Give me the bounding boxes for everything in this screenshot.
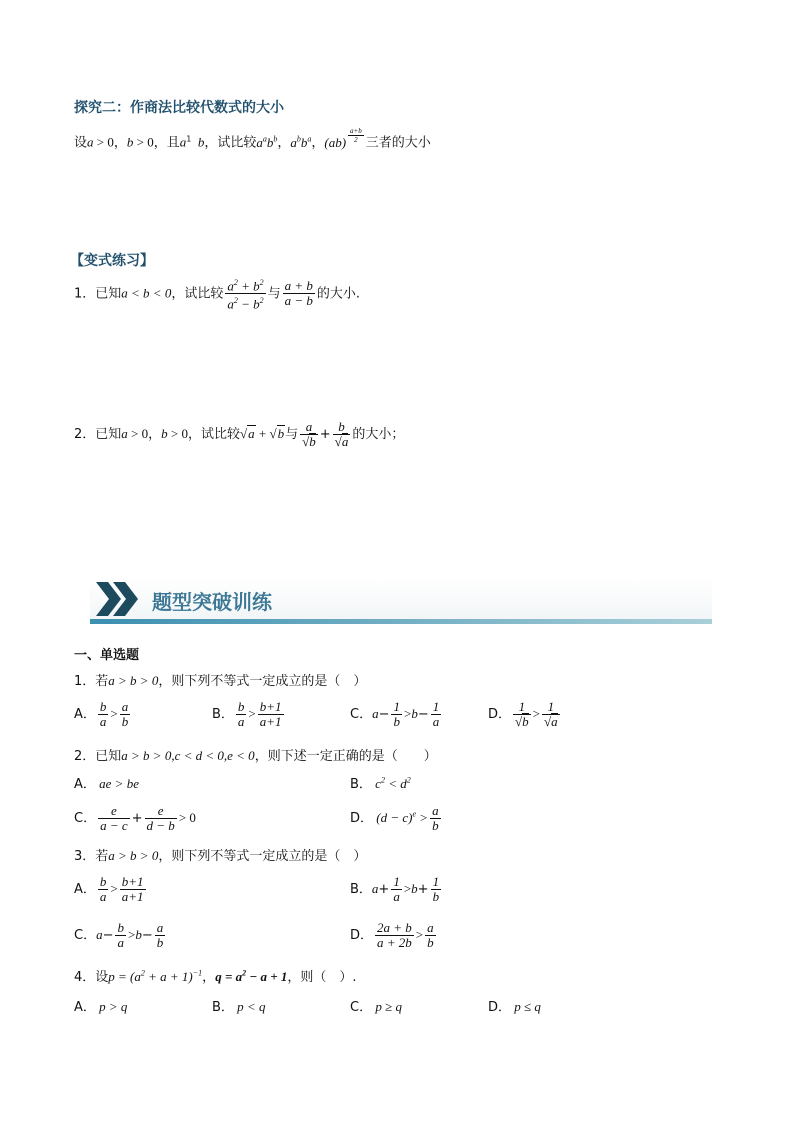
q4-option-b[interactable]: B． p < q bbox=[212, 999, 266, 1015]
explore2-title: 探究二：作商法比较代数式的大小 bbox=[74, 100, 284, 116]
option-label: B． bbox=[212, 707, 234, 722]
math: b bbox=[161, 426, 168, 441]
variant-q1 bbox=[74, 276, 360, 312]
math: $a^ab^b$ bbox=[256, 134, 278, 150]
text: 1．若 bbox=[74, 674, 109, 689]
text: 的大小. bbox=[316, 286, 361, 302]
q1-option-c[interactable]: C．a− $\frac{1}{b}$ >b− $\frac{1}{a}$ bbox=[350, 699, 440, 729]
q4-option-c[interactable]: C． p ≥ q bbox=[350, 999, 402, 1015]
text: 的大小； bbox=[352, 427, 405, 442]
text: ，则（ ）. bbox=[287, 970, 357, 985]
fraction: $\frac{b}{√a}$ bbox=[334, 419, 349, 449]
option-label: B． bbox=[350, 777, 372, 792]
q4-option-a[interactable]: A． p > q bbox=[74, 999, 128, 1015]
text: ， bbox=[277, 135, 291, 151]
fraction: $\frac{a}{√b}$ bbox=[302, 419, 316, 449]
q3-option-c[interactable]: C．a− $\frac{b}{a}$ >b− $\frac{a}{b}$ bbox=[74, 920, 164, 950]
question-3 bbox=[74, 845, 366, 864]
banner-title: 题型突破训练 bbox=[152, 590, 272, 614]
math: a bbox=[179, 134, 187, 150]
text: ，且 bbox=[153, 135, 180, 151]
q4-option-d[interactable]: D． p ≤ q bbox=[488, 999, 541, 1015]
text: ，则下列不等式一定成立的是（ ） bbox=[158, 849, 367, 864]
option-label: C． bbox=[350, 707, 373, 722]
math: > 0 bbox=[93, 134, 114, 150]
question-4 bbox=[74, 966, 357, 985]
option-label: B． bbox=[350, 882, 372, 897]
math: > 0 bbox=[127, 426, 149, 441]
q2-option-d[interactable]: D． $(d - c)^e$ > $\frac{a}{b}$ bbox=[350, 803, 439, 833]
banner-underline bbox=[90, 619, 712, 624]
text: ，试比较 bbox=[187, 427, 240, 442]
math: a > b > 0 bbox=[108, 848, 159, 863]
math: a > b > 0,c < d < 0,e < 0 bbox=[121, 748, 255, 763]
fraction: $\frac{a + b}{a - b}$ bbox=[284, 278, 313, 309]
explore2-problem bbox=[74, 127, 431, 151]
math: > 0 bbox=[133, 134, 154, 150]
math: a < b < 0 bbox=[121, 285, 172, 301]
q3-option-d[interactable]: D． $\frac{2a + b}{a + 2b}$ > $\frac{a}{b}$ bbox=[350, 920, 434, 950]
text: 与 bbox=[285, 427, 299, 442]
option-label: C． bbox=[74, 811, 97, 826]
text: 3．若 bbox=[74, 849, 109, 864]
option-label: D． bbox=[488, 707, 512, 722]
option-label: D． bbox=[488, 1000, 512, 1015]
math: (ab) $^{\frac{a+b}{2}}$ bbox=[324, 127, 362, 150]
text: ， bbox=[311, 135, 325, 151]
text: ， bbox=[113, 135, 127, 151]
text: 1．已知 bbox=[74, 286, 122, 302]
option-label: C． bbox=[350, 1000, 373, 1015]
text: ，则下列不等式一定成立的是（ ） bbox=[158, 674, 367, 689]
q3-option-b[interactable]: B．a+ $\frac{1}{a}$ >b+ $\frac{1}{b}$ bbox=[350, 874, 440, 904]
text: ， bbox=[148, 427, 162, 442]
q1-option-d[interactable]: D． $\frac{1}{√b}$ > $\frac{1}{√a}$ bbox=[488, 699, 558, 729]
text: ，试比较 bbox=[204, 135, 257, 151]
math: 1 bbox=[186, 134, 192, 144]
math: $p = (a^2 + a + 1)^{-1}$ bbox=[108, 968, 203, 984]
option-label: B． bbox=[212, 1000, 234, 1015]
question-1 bbox=[74, 670, 366, 689]
text: 2．已知 bbox=[74, 427, 122, 442]
option-label: D． bbox=[350, 811, 374, 826]
q3-option-a[interactable]: A． $\frac{b}{a}$ > $\frac{b+1}{a+1}$ bbox=[74, 874, 144, 904]
q1-option-b[interactable]: B． $\frac{b}{a}$ > $\frac{b+1}{a+1}$ bbox=[212, 699, 282, 729]
text: ，则下述一定正确的是（ ） bbox=[254, 749, 437, 764]
text: 与 bbox=[267, 286, 281, 302]
text: 设 bbox=[74, 135, 88, 151]
variant-header: 【变式练习】 bbox=[70, 253, 154, 269]
option-label: C． bbox=[74, 928, 97, 943]
option-label: D． bbox=[350, 928, 374, 943]
q2-option-a[interactable]: A． ae > be bbox=[74, 776, 139, 792]
q2-option-c[interactable]: C． $\frac{e}{a - c}$ + $\frac{e}{d - b}$ > 0 bbox=[74, 803, 196, 833]
q1-option-a[interactable]: A． $\frac{b}{a}$ > $\frac{a}{b}$ bbox=[74, 699, 129, 729]
text: 2．已知 bbox=[74, 749, 122, 764]
option-label: A． bbox=[74, 777, 96, 792]
math: √a + √b bbox=[240, 426, 285, 441]
double-chevron-icon bbox=[93, 580, 141, 618]
option-label: A． bbox=[74, 1000, 96, 1015]
fraction: $\frac{a^2 + b^2}{a^2 - b^2}$ bbox=[227, 278, 264, 312]
text: 4．设 bbox=[74, 970, 109, 985]
question-2 bbox=[74, 745, 437, 764]
option-label: A． bbox=[74, 882, 96, 897]
section1-header: 一、单选题 bbox=[74, 648, 140, 663]
math: a bbox=[87, 134, 94, 150]
q2-option-b[interactable]: B． $c^2 < d^2$ bbox=[350, 775, 411, 792]
text: ， bbox=[202, 970, 216, 985]
math: b bbox=[191, 134, 205, 150]
text: 三者的大小 bbox=[365, 135, 431, 151]
math: $q = a^2 - a + 1$ bbox=[215, 968, 288, 984]
text: ，试比较 bbox=[171, 286, 224, 302]
math: > 0 bbox=[167, 426, 188, 441]
option-label: A． bbox=[74, 707, 96, 722]
math: b bbox=[126, 134, 134, 150]
variant-q2: 2．已知a > 0，b > 0，试比较√a + √b与 $\frac{a}{√b}$ + $\frac{b}{√a}$ 的大小； bbox=[74, 419, 405, 449]
math: a bbox=[121, 426, 128, 441]
math: $a^bb^a$ bbox=[290, 134, 312, 150]
math: a > b > 0 bbox=[108, 673, 159, 688]
